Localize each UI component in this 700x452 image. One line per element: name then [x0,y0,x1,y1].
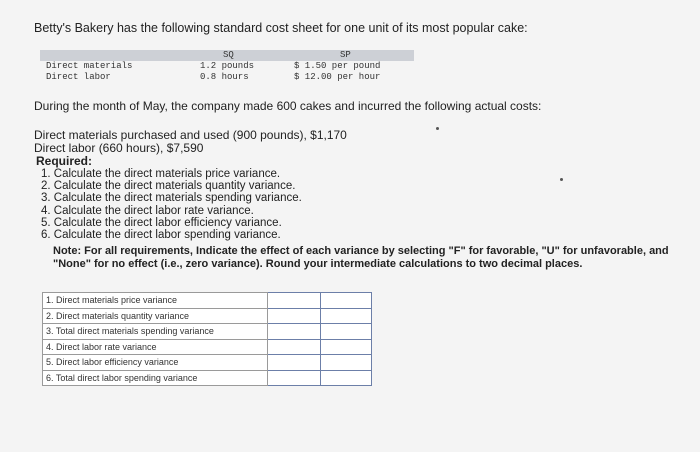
intro-text: Betty's Bakery has the following standard cost sheet for one unit of its most popular cake: [34,21,528,35]
stray-dot [560,178,563,181]
requirement-item: 6. Calculate the direct labor spending variance. [41,229,281,242]
amount-input[interactable] [268,324,321,340]
amount-input[interactable] [268,339,321,355]
effect-select[interactable] [321,324,372,340]
amount-input[interactable] [268,293,321,309]
answer-table [42,292,372,386]
table-row [43,293,372,309]
effect-select[interactable] [321,370,372,386]
effect-select[interactable] [321,308,372,324]
actual-materials-text: Direct materials purchased and used (900 pounds), $1,170 [34,128,347,142]
row-sp: $ 1.50 per pound [294,61,381,71]
row-sq: 1.2 pounds [200,61,255,71]
actual-labor-text: Direct labor (660 hours), $7,590 [34,141,204,155]
during-text: During the month of May, the company made 600 cakes and incurred the following actual costs: [34,99,542,113]
row-sq: 0.8 hours [200,72,249,82]
variance-label: 2. Direct materials quantity variance [43,308,268,324]
table-row [43,339,372,355]
instruction-note: Note: For all requirements, Indicate the effect of each variance by selecting "F" for favorable, "U" for unfavorable, and "None" for no effect (i.e., zero variance). Round your intermediate calculations to two decimal places. [53,245,669,270]
row-sp: $ 12.00 per hour [294,72,381,82]
table-row [43,355,372,371]
variance-label: 5. Direct labor efficiency variance [43,355,268,371]
amount-input[interactable] [268,370,321,386]
requirements-list [41,168,302,241]
amount-input[interactable] [268,308,321,324]
requirement-item: 1. Calculate the direct materials price variance. [41,168,281,180]
requirement-item: 4. Calculate the direct labor rate variance. [41,204,254,217]
table-row [43,324,372,340]
variance-label: 6. Total direct labor spending variance [43,370,268,386]
effect-select[interactable] [321,355,372,371]
header-sp: SP [340,50,351,60]
effect-select[interactable] [321,293,372,309]
requirement-item: 2. Calculate the direct materials quantity variance. [41,180,296,193]
row-label: Direct labor [46,72,111,82]
table-row [43,308,372,324]
table-row [43,370,372,386]
variance-label: 4. Direct labor rate variance [43,339,268,355]
variance-label: 3. Total direct materials spending variance [43,324,268,340]
standard-cost-table [40,50,414,83]
amount-input[interactable] [268,355,321,371]
header-sq: SQ [223,50,234,60]
requirement-item: 5. Calculate the direct labor efficiency variance. [41,216,282,229]
standard-cost-row [40,61,414,72]
requirement-item: 3. Calculate the direct materials spending variance. [41,192,302,205]
required-heading: Required: [36,154,93,168]
stray-dot [436,127,439,130]
variance-label: 1. Direct materials price variance [43,293,268,309]
effect-select[interactable] [321,339,372,355]
row-label: Direct materials [46,61,133,71]
standard-cost-row [40,72,414,83]
standard-cost-header [40,50,414,61]
